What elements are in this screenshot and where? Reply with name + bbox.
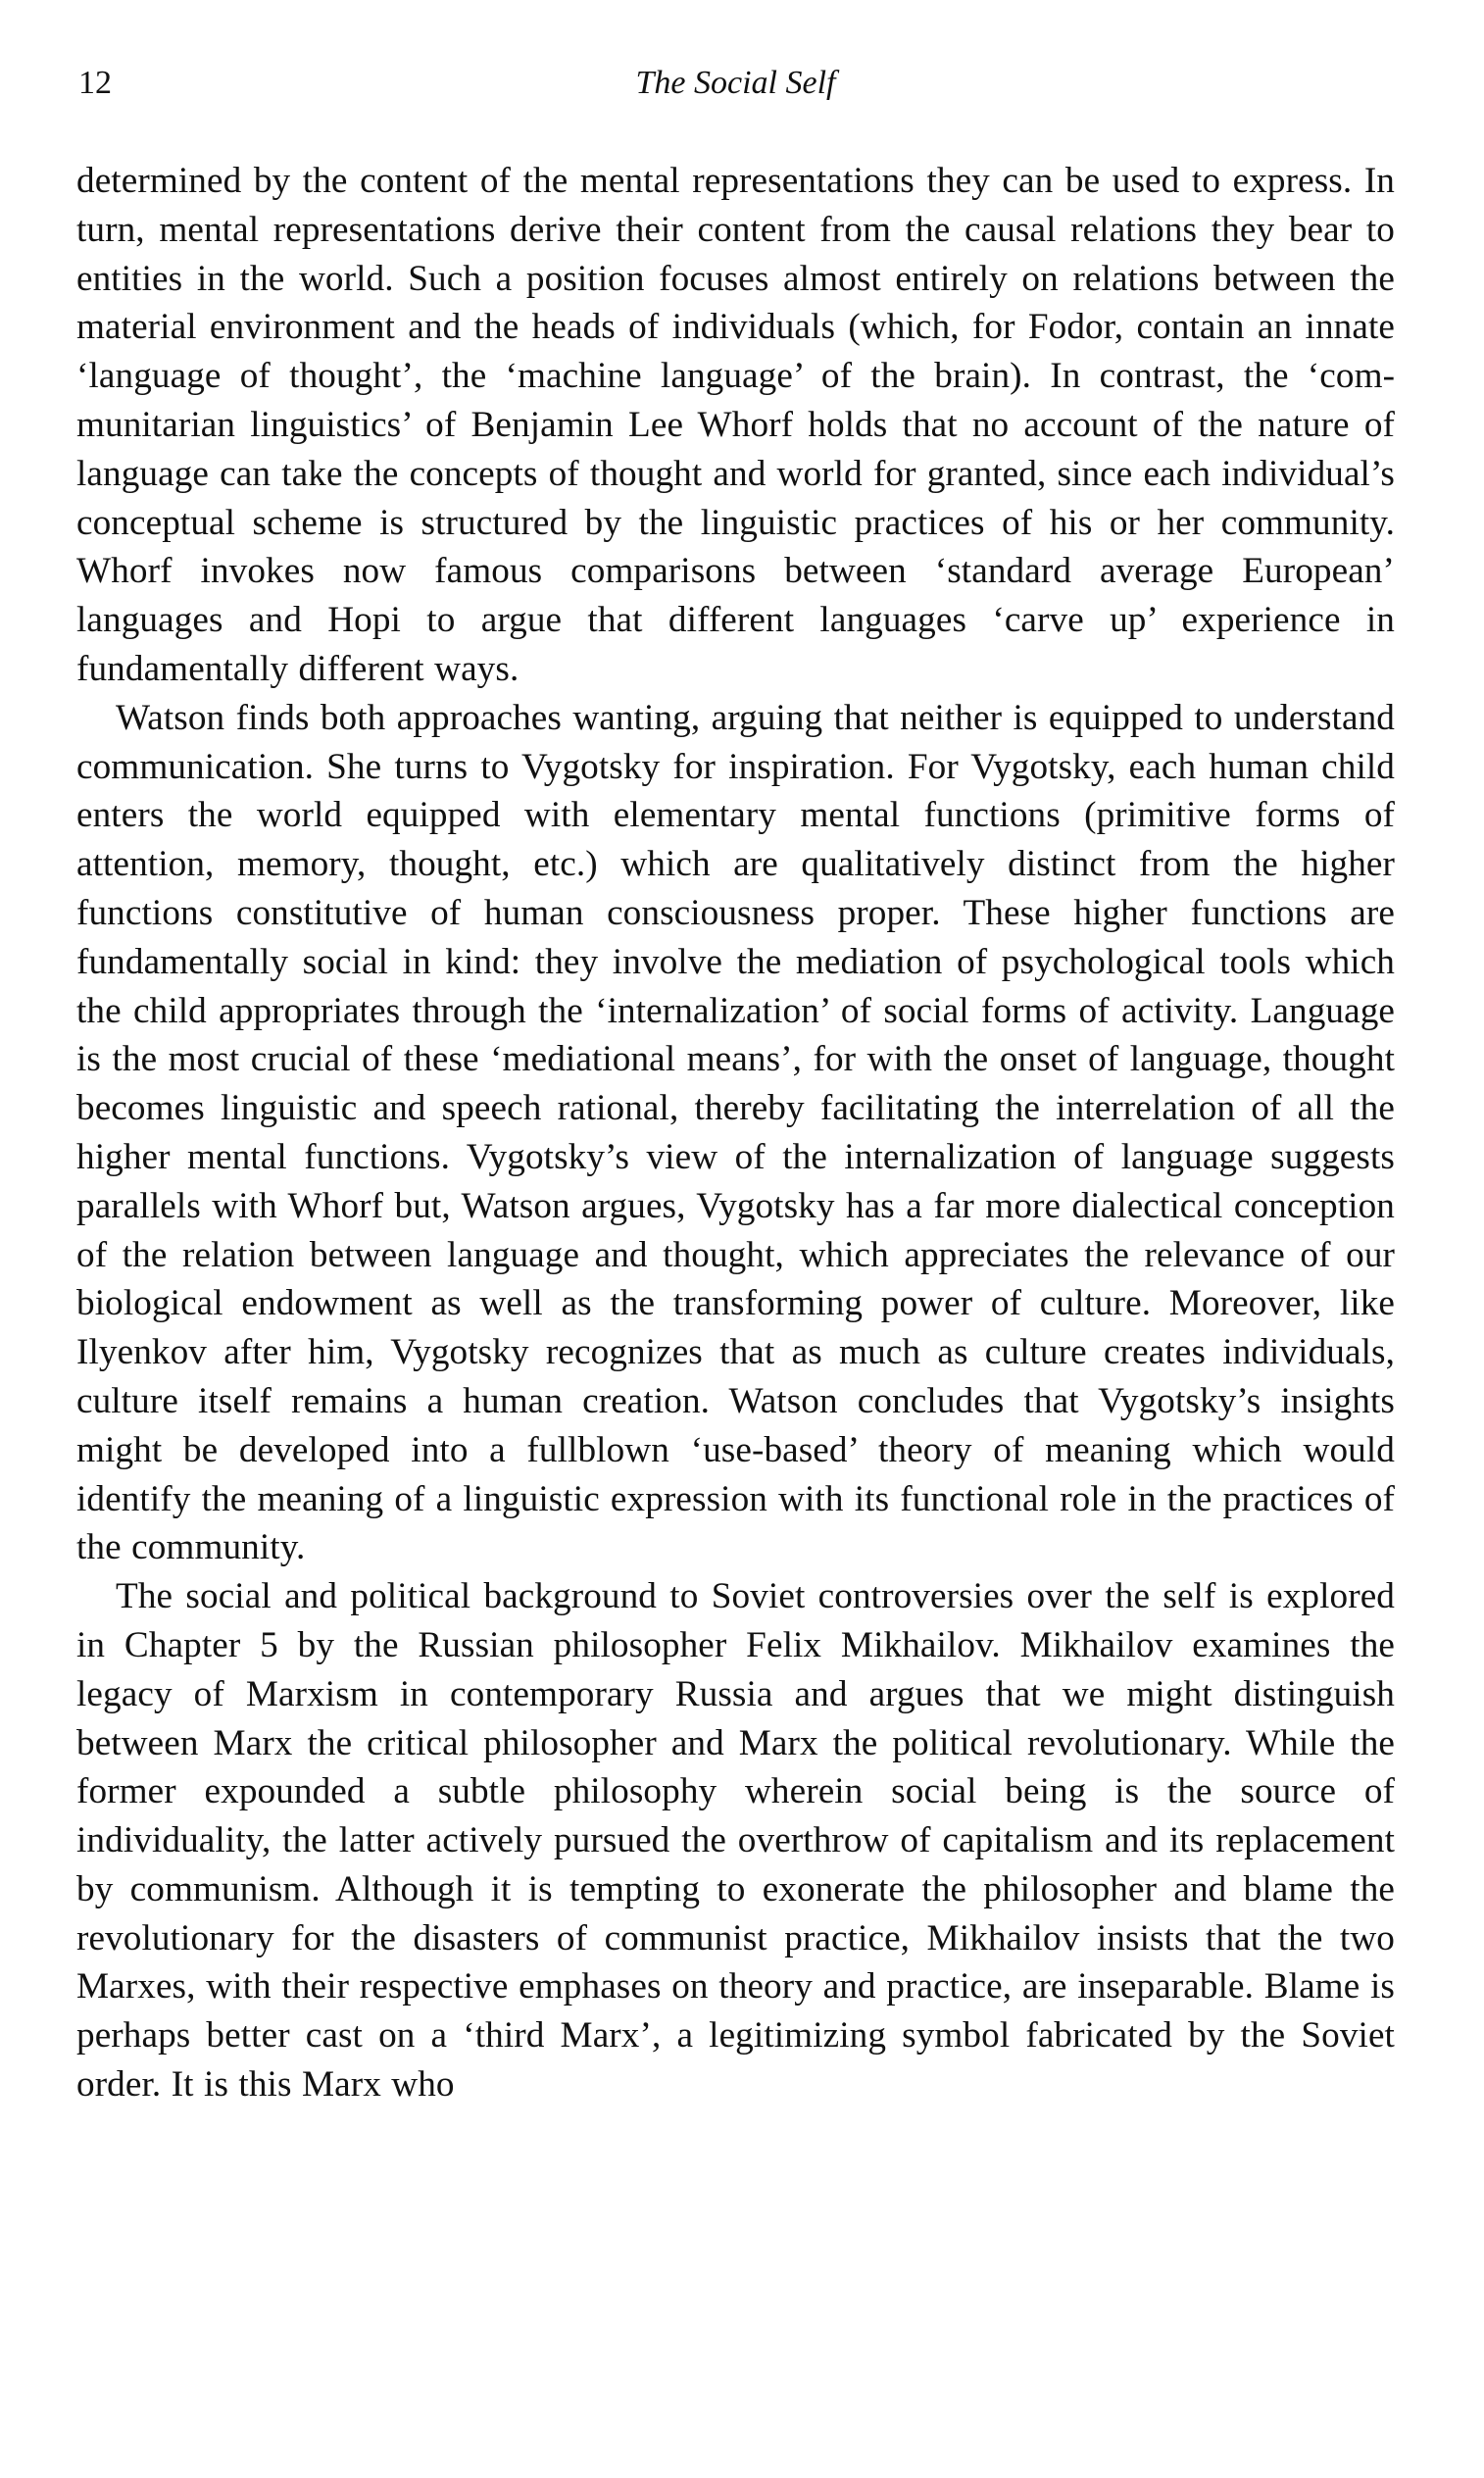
paragraph-continued: determined by the content of the mental representations they can be used to express. In turn, mental representations derive their content from the causal relations they bear to entities in the world. Such a position focuses almost entirely on relations between the material environment and the heads of individuals (which, for Fodor, contain an innate ‘language of thought’, the ‘machine language’ of the brain). In contrast, the ‘communitarian linguistics’ of Benjamin Lee Whorf holds that no account of the nature of language can take the concepts of thought and world for granted, since each individual’s conceptual scheme is structured by the linguistic practices of his or her community. Whorf invokes now famous comparisons between ‘standard average European’ languages and Hopi to argue that different languages ‘carve up’ experience in fundamentally different ways. xyxy=(76,161,1395,689)
running-title: The Social Self xyxy=(635,65,836,101)
running-head xyxy=(76,61,1395,106)
page-number: 12 xyxy=(78,65,112,101)
paragraph-mikhailov: The social and political background to Soviet controversies over the self is explored in Chapter 5 by the Russian philosopher Felix Mikhailov. Mikhailov examines the legacy of Marxism in contemporary Russia and argues that we might distinguish between Marx the critical philosopher and Marx the political revolutionary. While the former expounded a subtle philosophy wherein social being is the source of individuality, the latter actively pursued the overthrow of capitalism and its replacement by communism. Although it is tempting to exonerate the philosopher and blame the revolutionary for the disasters of communist practice, Mikhailov insists that the two Marxes, with their respective emphases on theory and practice, are inseparable. Blame is perhaps better cast on a ‘third Marx’, a legitimizing symbol fabricated by the Soviet order. It is this Marx who xyxy=(76,1576,1395,2106)
book-page xyxy=(76,61,1395,2109)
paragraph-watson-vygotsky: Watson finds both approaches wanting, arguing that neither is equipped to understand communication. She turns to Vygotsky for inspiration. For Vygotsky, each human child enters the world equipped with elementary mental functions (primitive forms of attention, memory, thought, etc.) which are qualitatively distinct from the higher functions constitutive of human consciousness proper. These higher functions are fundamentally social in kind: they involve the mediation of psychological tools which the child appropriates through the ‘internalization’ of social forms of activity. Language is the most crucial of these ‘mediational means’, for with the onset of language, thought becomes linguistic and speech rational, thereby facilitating the interrelation of all the higher mental functions. Vygotsky’s view of the internalization of language suggests parallels with Whorf but, Watson argues, Vygotsky has a far more dialectical conception of the relation between language and thought, which appreciates the relevance of our biological endowment as well as the transforming power of culture. Moreover, like Ilyenkov after him, Vygotsky recognizes that as much as culture creates individuals, culture itself remains a human creation. Watson concludes that Vygotsky’s insights might be developed into a fullblown ‘use-based’ theory of meaning which would identify the meaning of a linguistic expression with its functional role in the practices of the community. xyxy=(76,697,1395,1568)
body-text xyxy=(76,157,1395,2109)
